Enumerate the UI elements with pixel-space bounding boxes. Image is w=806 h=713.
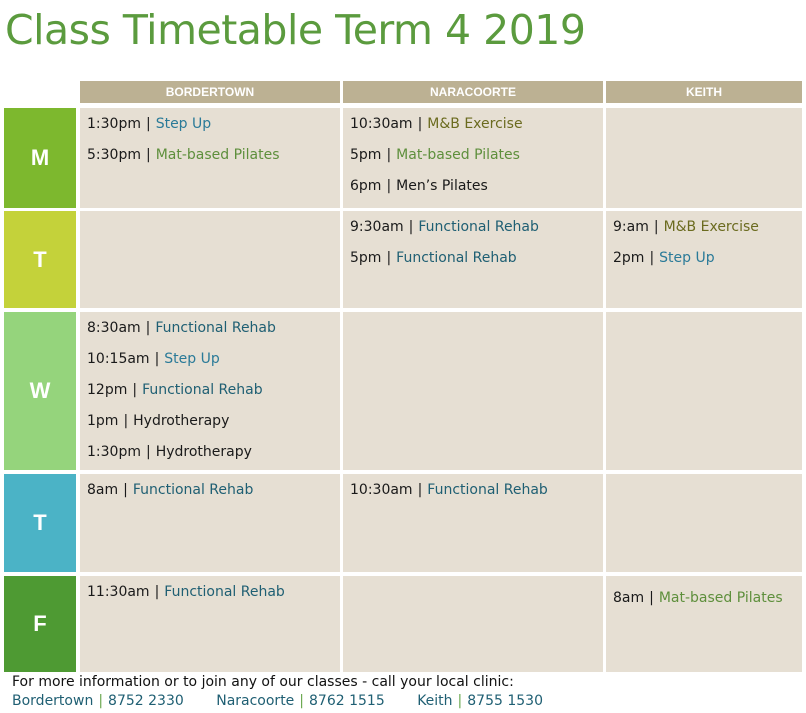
class-time: 10:15am (87, 351, 150, 367)
class-separator: | (649, 250, 655, 266)
schedule-cell (80, 474, 340, 572)
class-name[interactable]: M&B Exercise (663, 219, 759, 235)
class-entry (350, 217, 603, 248)
class-entry (87, 145, 340, 176)
class-separator: | (386, 178, 392, 194)
class-time: 5:30pm (87, 147, 141, 163)
class-time: 9:30am (350, 219, 404, 235)
day-label: T (4, 211, 76, 308)
class-entry (87, 582, 340, 613)
class-entry (87, 442, 340, 473)
class-separator: | (417, 116, 423, 132)
class-name[interactable]: Step Up (155, 116, 212, 132)
class-time: 5pm (350, 250, 382, 266)
class-time: 6pm (350, 178, 382, 194)
class-entry (87, 318, 340, 349)
clinic-name: Keith (417, 693, 453, 709)
class-entry (613, 588, 802, 619)
class-separator: | (123, 413, 129, 429)
schedule-cell (80, 576, 340, 672)
day-label: T (4, 474, 76, 572)
class-time: 9:am (613, 219, 649, 235)
clinic-naracoorte (216, 692, 385, 711)
location-header-naracoorte: NARACOORTE (343, 81, 603, 103)
day-label: W (4, 312, 76, 470)
class-name[interactable]: Functional Rehab (164, 584, 285, 600)
clinic-separator: | (299, 693, 305, 709)
clinic-phone[interactable]: 8755 1530 (467, 693, 543, 709)
class-name[interactable]: Mat-based Pilates (396, 147, 520, 163)
schedule-cell (80, 211, 340, 308)
location-header-bordertown: BORDERTOWN (80, 81, 340, 103)
class-time: 1:30pm (87, 116, 141, 132)
class-name[interactable]: Step Up (659, 250, 715, 266)
class-entry (87, 114, 340, 145)
class-separator: | (145, 320, 151, 336)
class-name[interactable]: Functional Rehab (142, 382, 263, 398)
class-separator: | (417, 482, 423, 498)
class-separator: | (132, 382, 138, 398)
class-separator: | (154, 584, 160, 600)
class-entry (350, 176, 603, 207)
class-separator: | (145, 444, 151, 460)
schedule-cell (343, 312, 603, 470)
day-label: F (4, 576, 76, 672)
clinic-separator: | (98, 693, 104, 709)
class-name[interactable]: Functional Rehab (396, 250, 517, 266)
class-entry (87, 480, 340, 511)
class-time: 10:30am (350, 116, 413, 132)
schedule-cell (606, 576, 802, 672)
class-entry (613, 248, 802, 279)
class-entry (87, 380, 340, 411)
class-separator: | (386, 147, 392, 163)
schedule-cell (80, 108, 340, 208)
class-entry (350, 145, 603, 176)
class-name[interactable]: Functional Rehab (427, 482, 548, 498)
clinic-phone[interactable]: 8762 1515 (309, 693, 385, 709)
schedule-cell (343, 108, 603, 208)
schedule-cell (606, 474, 802, 572)
class-entry (350, 480, 603, 511)
class-name[interactable]: Hydrotherapy (133, 413, 230, 429)
class-separator: | (386, 250, 392, 266)
schedule-cell (606, 108, 802, 208)
class-separator: | (145, 147, 151, 163)
class-time: 12pm (87, 382, 128, 398)
schedule-cell (606, 211, 802, 308)
class-name[interactable]: Functional Rehab (155, 320, 276, 336)
class-name[interactable]: Mat-based Pilates (658, 590, 783, 606)
footer (12, 673, 571, 711)
class-separator: | (408, 219, 414, 235)
class-time: 8:30am (87, 320, 141, 336)
class-time: 2pm (613, 250, 645, 266)
class-entry (87, 411, 340, 442)
class-separator: | (145, 116, 151, 132)
clinic-list (12, 692, 571, 711)
class-name[interactable]: Functional Rehab (132, 482, 254, 498)
clinic-name: Bordertown (12, 693, 94, 709)
class-time: 8am (87, 482, 119, 498)
class-time: 11:30am (87, 584, 150, 600)
schedule-cell (606, 312, 802, 470)
class-separator: | (649, 590, 654, 606)
location-header-keith: KEITH (606, 81, 802, 103)
page-title: Class Timetable Term 4 2019 (5, 6, 586, 54)
class-name[interactable]: M&B Exercise (427, 116, 523, 132)
class-entry (87, 349, 340, 380)
footer-text: For more information or to join any of our classes - call your local clinic: (12, 674, 514, 690)
class-separator: | (653, 219, 659, 235)
class-name[interactable]: Functional Rehab (418, 219, 539, 235)
class-time: 10:30am (350, 482, 413, 498)
class-time: 5pm (350, 147, 382, 163)
class-time: 1:30pm (87, 444, 141, 460)
schedule-cell (80, 312, 340, 470)
class-separator: | (154, 351, 160, 367)
class-entry (613, 217, 802, 248)
class-name[interactable]: Step Up (164, 351, 220, 367)
class-name[interactable]: Men’s Pilates (396, 178, 488, 194)
class-entry (350, 114, 603, 145)
clinic-bordertown (12, 692, 184, 711)
clinic-keith (417, 692, 543, 711)
class-name[interactable]: Mat-based Pilates (155, 147, 280, 163)
class-entry (350, 248, 603, 279)
schedule-cell (343, 474, 603, 572)
day-label: M (4, 108, 76, 208)
schedule-cell (343, 211, 603, 308)
class-name[interactable]: Hydrotherapy (155, 444, 252, 460)
class-time: 8am (613, 590, 645, 606)
clinic-phone[interactable]: 8752 2330 (108, 693, 184, 709)
clinic-name: Naracoorte (216, 693, 295, 709)
schedule-cell (343, 576, 603, 672)
class-time: 1pm (87, 413, 119, 429)
clinic-separator: | (457, 693, 463, 709)
class-separator: | (123, 482, 128, 498)
